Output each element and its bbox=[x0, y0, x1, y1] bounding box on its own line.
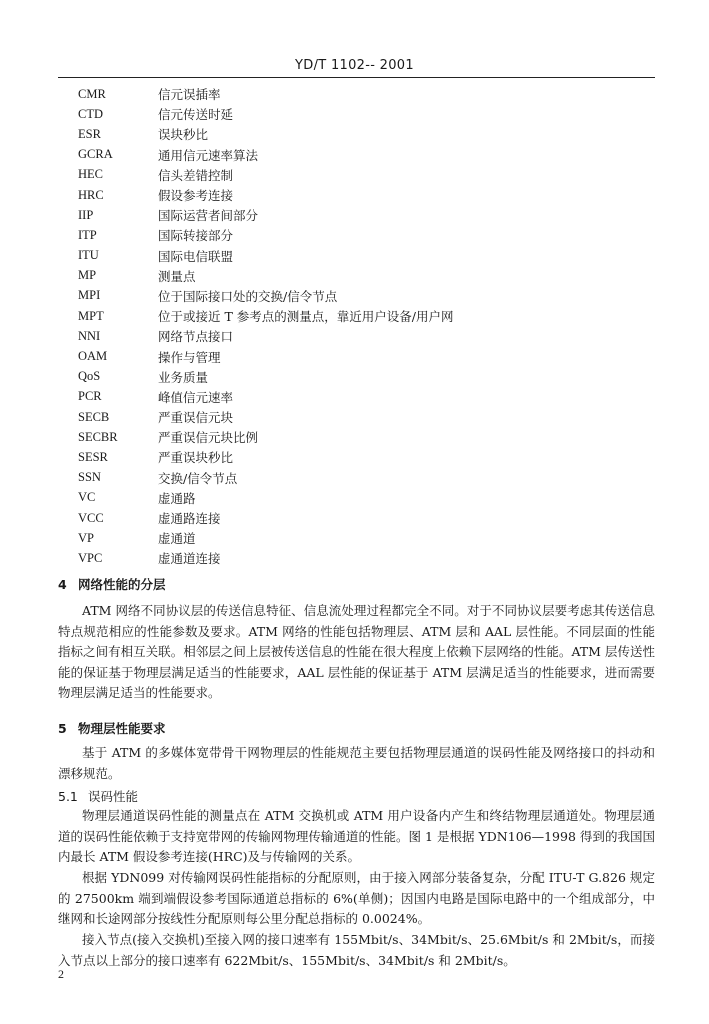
abbreviation-description: 业务质量 bbox=[158, 369, 209, 385]
abbreviation-row bbox=[78, 468, 638, 488]
abbreviation-code: VCC bbox=[78, 510, 104, 525]
abbreviation-description: 信元误插率 bbox=[158, 87, 221, 103]
abbreviation-list bbox=[78, 84, 638, 569]
section-5-1-paragraph-3: 接入节点(接入交换机)至接入网的接口速率有 155Mbit/s、34Mbit/s、25.6Mbit/s 和 2Mbit/s，而接入节点以上部分的接口速率有 622Mbit/s、155Mbit/s、34Mbit/s 和 2Mbit/s。 bbox=[58, 932, 655, 968]
abbreviation-description: 位于国际接口处的交换/信令节点 bbox=[158, 288, 338, 304]
abbreviation-row bbox=[78, 266, 638, 286]
section-number: 5 bbox=[58, 721, 67, 736]
abbreviation-row bbox=[78, 447, 638, 467]
abbreviation-row bbox=[78, 124, 638, 144]
abbreviation-code: OAM bbox=[78, 349, 108, 364]
section-4-paragraph: ATM 网络不同协议层的传送信息特征、信息流处理过程都完全不同。对于不同协议层要考虑其传送信息特点规范相应的性能参数及要求。ATM 网络的性能包括物理层、ATM 层和 AAL 层性能。不同层面的性能指标之间有相互关联。相邻层之间上层被传送信息的性能在很大程度上依赖下层网络的性能。ATM 层传送性能的保证基于物理层满足适当的性能要求，AAL 层性能的保证基于 ATM 层满足适当的性能要求，进而需要物理层满足适当的性能要求。 bbox=[58, 603, 655, 700]
abbreviation-description: 国际转接部分 bbox=[158, 228, 234, 244]
running-header: YD/T 1102-- 2001 bbox=[295, 58, 414, 73]
abbreviation-code: HRC bbox=[78, 187, 104, 202]
abbreviation-row bbox=[78, 387, 638, 407]
abbreviation-description: 严重误块秒比 bbox=[158, 450, 234, 466]
abbreviation-description: 虚通道 bbox=[158, 531, 196, 547]
abbreviation-row bbox=[78, 306, 638, 326]
abbreviation-description: 假设参考连接 bbox=[158, 188, 234, 204]
abbreviation-code: SECBR bbox=[78, 429, 118, 444]
abbreviation-description: 严重误信元块比例 bbox=[158, 430, 259, 446]
abbreviation-code: MPI bbox=[78, 288, 101, 303]
section-title: 误码性能 bbox=[88, 789, 139, 804]
abbreviation-description: 国际运营者间部分 bbox=[158, 208, 259, 224]
section-5-1-paragraph-1: 物理层通道误码性能的测量点在 ATM 交换机或 ATM 用户设备内产生和终结物理层通道处。物理层通道的误码性能依赖于支持宽带网的传输网物理传输通道的性能。图 1 是根据 YDN106—1998 得到的我国国内最长 ATM 假设参考连接(HRC)及与传输网的关系。 bbox=[58, 808, 655, 864]
abbreviation-description: 测量点 bbox=[158, 268, 196, 284]
abbreviation-row bbox=[78, 427, 638, 447]
abbreviation-row bbox=[78, 286, 638, 306]
abbreviation-row bbox=[78, 367, 638, 387]
abbreviation-row bbox=[78, 326, 638, 346]
abbreviation-description: 信元传送时延 bbox=[158, 107, 234, 123]
abbreviation-description: 虚通路连接 bbox=[158, 511, 221, 527]
section-5-paragraph: 基于 ATM 的多媒体宽带骨干网物理层的性能规范主要包括物理层通道的误码性能及网络接口的抖动和漂移规范。 bbox=[58, 745, 655, 781]
abbreviation-row bbox=[78, 185, 638, 205]
abbreviation-description: 网络节点接口 bbox=[158, 329, 234, 345]
abbreviation-description: 峰值信元速率 bbox=[158, 389, 234, 405]
abbreviation-code: MPT bbox=[78, 308, 104, 323]
abbreviation-description: 位于或接近 T 参考点的测量点，靠近用户设备/用户网 bbox=[158, 309, 454, 325]
section-5-1-paragraph-2: 根据 YDN099 对传输网误码性能指标的分配原则，由于接入网部分装备复杂，分配 ITU-T G.826 规定的 27500km 端到端假设参考国际通道总指标的 6%(单侧)；因国内电路是国际电路中的一个组成部分，中继网和长途网部分按线性分配原则每公里分配总指标的 0.0024%。 bbox=[58, 870, 655, 926]
section-title: 物理层性能要求 bbox=[78, 721, 166, 736]
abbreviation-description: 虚通路 bbox=[158, 490, 196, 506]
abbreviation-code: ITU bbox=[78, 248, 99, 263]
abbreviation-code: VPC bbox=[78, 550, 103, 565]
section-number: 5.1 bbox=[58, 789, 78, 804]
section-4-heading bbox=[58, 575, 166, 593]
abbreviation-row bbox=[78, 407, 638, 427]
abbreviation-row bbox=[78, 508, 638, 528]
abbreviation-code: CMR bbox=[78, 86, 106, 101]
abbreviation-code: ESR bbox=[78, 126, 101, 141]
abbreviation-description: 虚通道连接 bbox=[158, 551, 221, 567]
abbreviation-row bbox=[78, 488, 638, 508]
page-number: 2 bbox=[58, 967, 64, 981]
abbreviation-code: NNI bbox=[78, 328, 101, 343]
abbreviation-row bbox=[78, 145, 638, 165]
abbreviation-description: 交换/信令节点 bbox=[158, 470, 238, 486]
section-5-heading bbox=[58, 719, 166, 737]
abbreviation-row bbox=[78, 104, 638, 124]
abbreviation-code: PCR bbox=[78, 389, 102, 404]
abbreviation-row bbox=[78, 246, 638, 266]
abbreviation-code: SECB bbox=[78, 409, 110, 424]
abbreviation-code: QoS bbox=[78, 369, 101, 384]
abbreviation-row bbox=[78, 346, 638, 366]
abbreviation-description: 误块秒比 bbox=[158, 127, 209, 143]
abbreviation-description: 操作与管理 bbox=[158, 349, 221, 365]
abbreviation-code: SSN bbox=[78, 470, 101, 485]
abbreviation-code: CTD bbox=[78, 106, 103, 121]
abbreviation-code: MP bbox=[78, 268, 97, 283]
abbreviation-code: GCRA bbox=[78, 147, 113, 162]
abbreviation-description: 国际电信联盟 bbox=[158, 248, 234, 264]
abbreviation-code: VP bbox=[78, 530, 94, 545]
abbreviation-code: VC bbox=[78, 490, 96, 505]
abbreviation-row bbox=[78, 205, 638, 225]
abbreviation-row bbox=[78, 528, 638, 548]
abbreviation-description: 信头差错控制 bbox=[158, 167, 234, 183]
abbreviation-code: ITP bbox=[78, 227, 97, 242]
abbreviation-description: 通用信元速率算法 bbox=[158, 147, 259, 163]
abbreviation-row bbox=[78, 84, 638, 104]
section-5-1-heading bbox=[58, 787, 138, 805]
header-rule bbox=[58, 77, 655, 78]
abbreviation-row bbox=[78, 225, 638, 245]
section-title: 网络性能的分层 bbox=[78, 577, 166, 592]
abbreviation-description: 严重误信元块 bbox=[158, 410, 234, 426]
abbreviation-code: SESR bbox=[78, 449, 108, 464]
abbreviation-code: IIP bbox=[78, 207, 94, 222]
abbreviation-code: HEC bbox=[78, 167, 103, 182]
section-number: 4 bbox=[58, 577, 67, 592]
abbreviation-row bbox=[78, 548, 638, 568]
abbreviation-row bbox=[78, 165, 638, 185]
